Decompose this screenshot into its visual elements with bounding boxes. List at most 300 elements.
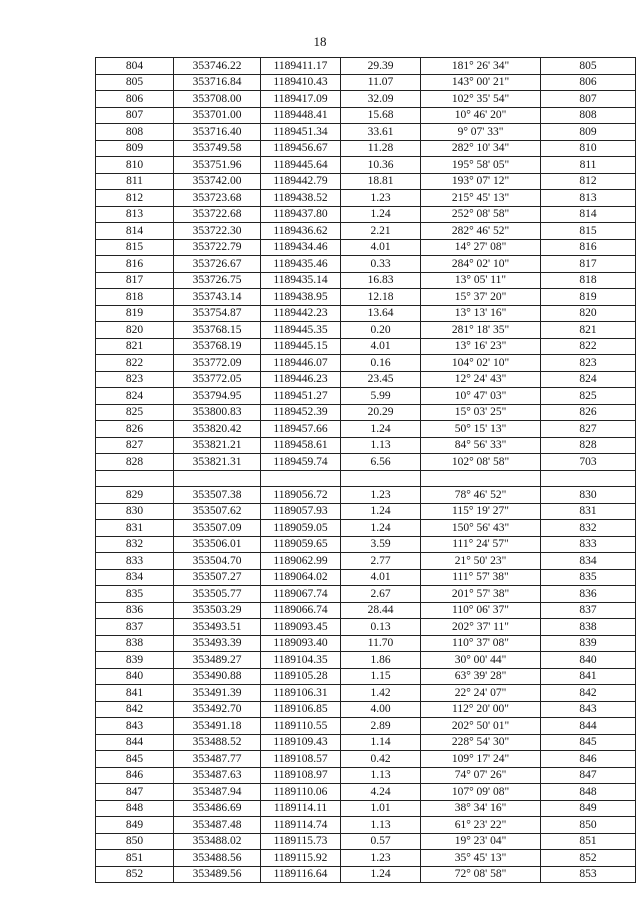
point-number-cell: 833 [96, 553, 174, 570]
bearing-cell: 109° 17' 24" [421, 751, 541, 768]
next-point-cell: 824 [541, 371, 636, 388]
point-number-cell: 835 [96, 586, 174, 603]
distance-cell: 12.18 [341, 289, 421, 306]
next-point-cell: 813 [541, 190, 636, 207]
next-point-cell: 810 [541, 140, 636, 157]
table-row [96, 784, 636, 801]
x-coordinate-cell: 353708.00 [174, 91, 261, 108]
point-number-cell: 827 [96, 437, 174, 454]
coordinates-table-body [96, 58, 636, 883]
next-point-cell: 827 [541, 421, 636, 438]
distance-cell: 1.01 [341, 800, 421, 817]
bearing-cell: 13° 13' 16" [421, 305, 541, 322]
bearing-cell: 102° 35' 54" [421, 91, 541, 108]
x-coordinate-cell: 353768.15 [174, 322, 261, 339]
table-row [96, 866, 636, 883]
x-coordinate-cell: 353488.52 [174, 734, 261, 751]
distance-cell: 1.23 [341, 190, 421, 207]
y-coordinate-cell: 1189442.79 [261, 173, 341, 190]
bearing-cell: 107° 09' 08" [421, 784, 541, 801]
bearing-cell: 115° 19' 27" [421, 503, 541, 520]
table-row [96, 421, 636, 438]
distance-cell: 1.13 [341, 437, 421, 454]
x-coordinate-cell: 353821.31 [174, 454, 261, 471]
distance-cell: 0.57 [341, 833, 421, 850]
bearing-cell: 14° 27' 08" [421, 239, 541, 256]
next-point-cell: 842 [541, 685, 636, 702]
y-coordinate-cell: 1189059.05 [261, 520, 341, 537]
bearing-cell: 215° 45' 13" [421, 190, 541, 207]
next-point-cell: 807 [541, 91, 636, 108]
next-point-cell: 825 [541, 388, 636, 405]
bearing-cell: 30° 00' 44" [421, 652, 541, 669]
distance-cell: 1.24 [341, 421, 421, 438]
y-coordinate-cell: 1189067.74 [261, 586, 341, 603]
bearing-cell: 252° 08' 58" [421, 206, 541, 223]
table-row [96, 107, 636, 124]
x-coordinate-cell: 353723.68 [174, 190, 261, 207]
table-row [96, 256, 636, 273]
next-point-cell: 805 [541, 58, 636, 75]
bearing-cell: 21° 50' 23" [421, 553, 541, 570]
y-coordinate-cell: 1189438.52 [261, 190, 341, 207]
next-point-cell: 844 [541, 718, 636, 735]
point-number-cell: 851 [96, 850, 174, 867]
distance-cell: 16.83 [341, 272, 421, 289]
y-coordinate-cell: 1189110.55 [261, 718, 341, 735]
distance-cell: 33.61 [341, 124, 421, 141]
next-point-cell: 850 [541, 817, 636, 834]
x-coordinate-cell: 353701.00 [174, 107, 261, 124]
table-row [96, 388, 636, 405]
point-number-cell: 839 [96, 652, 174, 669]
next-point-cell: 812 [541, 173, 636, 190]
next-point-cell: 814 [541, 206, 636, 223]
x-coordinate-cell: 353507.62 [174, 503, 261, 520]
point-number-cell: 837 [96, 619, 174, 636]
distance-cell: 10.36 [341, 157, 421, 174]
bearing-cell: 110° 06' 37" [421, 602, 541, 619]
table-row [96, 652, 636, 669]
bearing-cell: 150° 56' 43" [421, 520, 541, 537]
point-number-cell: 838 [96, 635, 174, 652]
next-point-cell: 820 [541, 305, 636, 322]
next-point-cell: 826 [541, 404, 636, 421]
next-point-cell: 836 [541, 586, 636, 603]
distance-cell: 23.45 [341, 371, 421, 388]
bearing-cell: 74° 07' 26" [421, 767, 541, 784]
bearing-cell: 9° 07' 33" [421, 124, 541, 141]
table-row [96, 701, 636, 718]
bearing-cell: 22° 24' 07" [421, 685, 541, 702]
next-point-cell: 815 [541, 223, 636, 240]
table-row [96, 272, 636, 289]
next-point-cell: 817 [541, 256, 636, 273]
y-coordinate-cell: 1189446.07 [261, 355, 341, 372]
table-row [96, 223, 636, 240]
y-coordinate-cell: 1189434.46 [261, 239, 341, 256]
bearing-cell: 63° 39' 28" [421, 668, 541, 685]
table-row [96, 338, 636, 355]
x-coordinate-cell: 353772.05 [174, 371, 261, 388]
point-number-cell: 841 [96, 685, 174, 702]
x-coordinate-cell: 353490.88 [174, 668, 261, 685]
point-number-cell: 842 [96, 701, 174, 718]
bearing-cell: 50° 15' 13" [421, 421, 541, 438]
x-coordinate-cell: 353751.96 [174, 157, 261, 174]
point-number-cell: 817 [96, 272, 174, 289]
x-coordinate-cell: 353491.39 [174, 685, 261, 702]
point-number-cell: 836 [96, 602, 174, 619]
distance-cell: 2.21 [341, 223, 421, 240]
x-coordinate-cell: 353487.77 [174, 751, 261, 768]
point-number-cell: 813 [96, 206, 174, 223]
x-coordinate-cell: 353487.63 [174, 767, 261, 784]
table-row [96, 635, 636, 652]
table-row [96, 322, 636, 339]
table-row [96, 586, 636, 603]
next-point-cell: 703 [541, 454, 636, 471]
bearing-cell: 15° 37' 20" [421, 289, 541, 306]
distance-cell: 3.59 [341, 536, 421, 553]
blank-cell [541, 470, 636, 487]
point-number-cell: 840 [96, 668, 174, 685]
y-coordinate-cell: 1189445.15 [261, 338, 341, 355]
point-number-cell: 824 [96, 388, 174, 405]
page-number: 18 [313, 34, 327, 49]
y-coordinate-cell: 1189410.43 [261, 74, 341, 91]
bearing-cell: 19° 23' 04" [421, 833, 541, 850]
y-coordinate-cell: 1189093.45 [261, 619, 341, 636]
next-point-cell: 806 [541, 74, 636, 91]
point-number-cell: 806 [96, 91, 174, 108]
bearing-cell: 284° 02' 10" [421, 256, 541, 273]
table-row [96, 503, 636, 520]
distance-cell: 1.42 [341, 685, 421, 702]
coordinates-table [95, 57, 636, 883]
y-coordinate-cell: 1189114.74 [261, 817, 341, 834]
x-coordinate-cell: 353488.56 [174, 850, 261, 867]
y-coordinate-cell: 1189066.74 [261, 602, 341, 619]
x-coordinate-cell: 353772.09 [174, 355, 261, 372]
bearing-cell: 12° 24' 43" [421, 371, 541, 388]
bearing-cell: 78° 46' 52" [421, 487, 541, 504]
x-coordinate-cell: 353742.00 [174, 173, 261, 190]
blank-cell [96, 470, 174, 487]
x-coordinate-cell: 353716.40 [174, 124, 261, 141]
x-coordinate-cell: 353722.79 [174, 239, 261, 256]
distance-cell: 4.01 [341, 569, 421, 586]
table-row [96, 487, 636, 504]
y-coordinate-cell: 1189445.64 [261, 157, 341, 174]
point-number-cell: 844 [96, 734, 174, 751]
bearing-cell: 72° 08' 58" [421, 866, 541, 883]
x-coordinate-cell: 353507.09 [174, 520, 261, 537]
bearing-cell: 193° 07' 12" [421, 173, 541, 190]
x-coordinate-cell: 353722.30 [174, 223, 261, 240]
x-coordinate-cell: 353726.67 [174, 256, 261, 273]
point-number-cell: 823 [96, 371, 174, 388]
bearing-cell: 181° 26' 34" [421, 58, 541, 75]
y-coordinate-cell: 1189459.74 [261, 454, 341, 471]
y-coordinate-cell: 1189417.09 [261, 91, 341, 108]
bearing-cell: 281° 18' 35" [421, 322, 541, 339]
x-coordinate-cell: 353486.69 [174, 800, 261, 817]
table-row [96, 602, 636, 619]
next-point-cell: 821 [541, 322, 636, 339]
y-coordinate-cell: 1189435.14 [261, 272, 341, 289]
next-point-cell: 838 [541, 619, 636, 636]
point-number-cell: 818 [96, 289, 174, 306]
y-coordinate-cell: 1189445.35 [261, 322, 341, 339]
x-coordinate-cell: 353507.38 [174, 487, 261, 504]
bearing-cell: 112° 20' 00" [421, 701, 541, 718]
table-row [96, 404, 636, 421]
bearing-cell: 102° 08' 58" [421, 454, 541, 471]
distance-cell: 0.20 [341, 322, 421, 339]
point-number-cell: 807 [96, 107, 174, 124]
distance-cell: 1.24 [341, 866, 421, 883]
y-coordinate-cell: 1189451.27 [261, 388, 341, 405]
table-row [96, 157, 636, 174]
table-row [96, 734, 636, 751]
x-coordinate-cell: 353820.42 [174, 421, 261, 438]
distance-cell: 11.70 [341, 635, 421, 652]
next-point-cell: 822 [541, 338, 636, 355]
table-row [96, 553, 636, 570]
bearing-cell: 202° 50' 01" [421, 718, 541, 735]
point-number-cell: 831 [96, 520, 174, 537]
table-row [96, 124, 636, 141]
y-coordinate-cell: 1189115.92 [261, 850, 341, 867]
y-coordinate-cell: 1189108.57 [261, 751, 341, 768]
y-coordinate-cell: 1189106.85 [261, 701, 341, 718]
table-row [96, 355, 636, 372]
distance-cell: 1.23 [341, 487, 421, 504]
next-point-cell: 828 [541, 437, 636, 454]
table-row [96, 58, 636, 75]
y-coordinate-cell: 1189056.72 [261, 487, 341, 504]
y-coordinate-cell: 1189458.61 [261, 437, 341, 454]
x-coordinate-cell: 353821.21 [174, 437, 261, 454]
x-coordinate-cell: 353507.27 [174, 569, 261, 586]
table-row [96, 305, 636, 322]
blank-cell [261, 470, 341, 487]
table-row [96, 536, 636, 553]
distance-cell: 4.00 [341, 701, 421, 718]
next-point-cell: 843 [541, 701, 636, 718]
y-coordinate-cell: 1189451.34 [261, 124, 341, 141]
x-coordinate-cell: 353749.58 [174, 140, 261, 157]
table-row [96, 371, 636, 388]
y-coordinate-cell: 1189442.23 [261, 305, 341, 322]
x-coordinate-cell: 353505.77 [174, 586, 261, 603]
bearing-cell: 111° 24' 57" [421, 536, 541, 553]
distance-cell: 32.09 [341, 91, 421, 108]
distance-cell: 4.24 [341, 784, 421, 801]
x-coordinate-cell: 353503.29 [174, 602, 261, 619]
x-coordinate-cell: 353726.75 [174, 272, 261, 289]
point-number-cell: 848 [96, 800, 174, 817]
bearing-cell: 10° 46' 20" [421, 107, 541, 124]
distance-cell: 1.13 [341, 817, 421, 834]
x-coordinate-cell: 353487.48 [174, 817, 261, 834]
next-point-cell: 835 [541, 569, 636, 586]
point-number-cell: 829 [96, 487, 174, 504]
next-point-cell: 845 [541, 734, 636, 751]
distance-cell: 1.86 [341, 652, 421, 669]
next-point-cell: 833 [541, 536, 636, 553]
y-coordinate-cell: 1189435.46 [261, 256, 341, 273]
table-row [96, 206, 636, 223]
next-point-cell: 816 [541, 239, 636, 256]
next-point-cell: 830 [541, 487, 636, 504]
point-number-cell: 811 [96, 173, 174, 190]
point-number-cell: 821 [96, 338, 174, 355]
bearing-cell: 111° 57' 38" [421, 569, 541, 586]
distance-cell: 2.67 [341, 586, 421, 603]
table-row [96, 239, 636, 256]
point-number-cell: 849 [96, 817, 174, 834]
point-number-cell: 814 [96, 223, 174, 240]
table-row [96, 751, 636, 768]
distance-cell: 20.29 [341, 404, 421, 421]
y-coordinate-cell: 1189437.80 [261, 206, 341, 223]
y-coordinate-cell: 1189448.41 [261, 107, 341, 124]
bearing-cell: 61° 23' 22" [421, 817, 541, 834]
distance-cell: 29.39 [341, 58, 421, 75]
blank-cell [421, 470, 541, 487]
bearing-cell: 15° 03' 25" [421, 404, 541, 421]
table-row [96, 91, 636, 108]
y-coordinate-cell: 1189446.23 [261, 371, 341, 388]
x-coordinate-cell: 353489.56 [174, 866, 261, 883]
distance-cell: 1.24 [341, 520, 421, 537]
point-number-cell: 812 [96, 190, 174, 207]
x-coordinate-cell: 353716.84 [174, 74, 261, 91]
table-row [96, 619, 636, 636]
bearing-cell: 38° 34' 16" [421, 800, 541, 817]
y-coordinate-cell: 1189114.11 [261, 800, 341, 817]
point-number-cell: 847 [96, 784, 174, 801]
y-coordinate-cell: 1189115.73 [261, 833, 341, 850]
bearing-cell: 282° 46' 52" [421, 223, 541, 240]
distance-cell: 4.01 [341, 338, 421, 355]
table-row [96, 437, 636, 454]
bearing-cell: 110° 37' 08" [421, 635, 541, 652]
x-coordinate-cell: 353489.27 [174, 652, 261, 669]
point-number-cell: 830 [96, 503, 174, 520]
table-row [96, 289, 636, 306]
point-number-cell: 815 [96, 239, 174, 256]
y-coordinate-cell: 1189411.17 [261, 58, 341, 75]
point-number-cell: 852 [96, 866, 174, 883]
blank-separator-row [96, 470, 636, 487]
x-coordinate-cell: 353487.94 [174, 784, 261, 801]
distance-cell: 18.81 [341, 173, 421, 190]
y-coordinate-cell: 1189108.97 [261, 767, 341, 784]
next-point-cell: 834 [541, 553, 636, 570]
bearing-cell: 104° 02' 10" [421, 355, 541, 372]
table-row [96, 74, 636, 91]
x-coordinate-cell: 353506.01 [174, 536, 261, 553]
x-coordinate-cell: 353794.95 [174, 388, 261, 405]
distance-cell: 1.15 [341, 668, 421, 685]
y-coordinate-cell: 1189110.06 [261, 784, 341, 801]
y-coordinate-cell: 1189104.35 [261, 652, 341, 669]
x-coordinate-cell: 353504.70 [174, 553, 261, 570]
next-point-cell: 831 [541, 503, 636, 520]
y-coordinate-cell: 1189062.99 [261, 553, 341, 570]
distance-cell: 0.13 [341, 619, 421, 636]
y-coordinate-cell: 1189457.66 [261, 421, 341, 438]
table-row [96, 850, 636, 867]
distance-cell: 0.16 [341, 355, 421, 372]
bearing-cell: 35° 45' 13" [421, 850, 541, 867]
bearing-cell: 13° 16' 23" [421, 338, 541, 355]
next-point-cell: 811 [541, 157, 636, 174]
next-point-cell: 837 [541, 602, 636, 619]
next-point-cell: 847 [541, 767, 636, 784]
distance-cell: 13.64 [341, 305, 421, 322]
point-number-cell: 804 [96, 58, 174, 75]
y-coordinate-cell: 1189105.28 [261, 668, 341, 685]
next-point-cell: 851 [541, 833, 636, 850]
table-row [96, 817, 636, 834]
y-coordinate-cell: 1189116.64 [261, 866, 341, 883]
bearing-cell: 143° 00' 21" [421, 74, 541, 91]
next-point-cell: 823 [541, 355, 636, 372]
distance-cell: 0.42 [341, 751, 421, 768]
point-number-cell: 832 [96, 536, 174, 553]
blank-cell [174, 470, 261, 487]
distance-cell: 4.01 [341, 239, 421, 256]
distance-cell: 6.56 [341, 454, 421, 471]
point-number-cell: 810 [96, 157, 174, 174]
next-point-cell: 840 [541, 652, 636, 669]
table-row [96, 668, 636, 685]
table-row [96, 685, 636, 702]
x-coordinate-cell: 353743.14 [174, 289, 261, 306]
table-row [96, 190, 636, 207]
next-point-cell: 853 [541, 866, 636, 883]
x-coordinate-cell: 353768.19 [174, 338, 261, 355]
next-point-cell: 841 [541, 668, 636, 685]
distance-cell: 1.14 [341, 734, 421, 751]
distance-cell: 5.99 [341, 388, 421, 405]
distance-cell: 2.77 [341, 553, 421, 570]
distance-cell: 2.89 [341, 718, 421, 735]
blank-cell [341, 470, 421, 487]
distance-cell: 1.24 [341, 503, 421, 520]
y-coordinate-cell: 1189064.02 [261, 569, 341, 586]
x-coordinate-cell: 353493.51 [174, 619, 261, 636]
point-number-cell: 843 [96, 718, 174, 735]
table-row [96, 718, 636, 735]
x-coordinate-cell: 353488.02 [174, 833, 261, 850]
y-coordinate-cell: 1189059.65 [261, 536, 341, 553]
y-coordinate-cell: 1189456.67 [261, 140, 341, 157]
bearing-cell: 10° 47' 03" [421, 388, 541, 405]
x-coordinate-cell: 353722.68 [174, 206, 261, 223]
table-row [96, 520, 636, 537]
bearing-cell: 228° 54' 30" [421, 734, 541, 751]
distance-cell: 1.23 [341, 850, 421, 867]
table-row [96, 767, 636, 784]
next-point-cell: 839 [541, 635, 636, 652]
table-row [96, 833, 636, 850]
next-point-cell: 852 [541, 850, 636, 867]
